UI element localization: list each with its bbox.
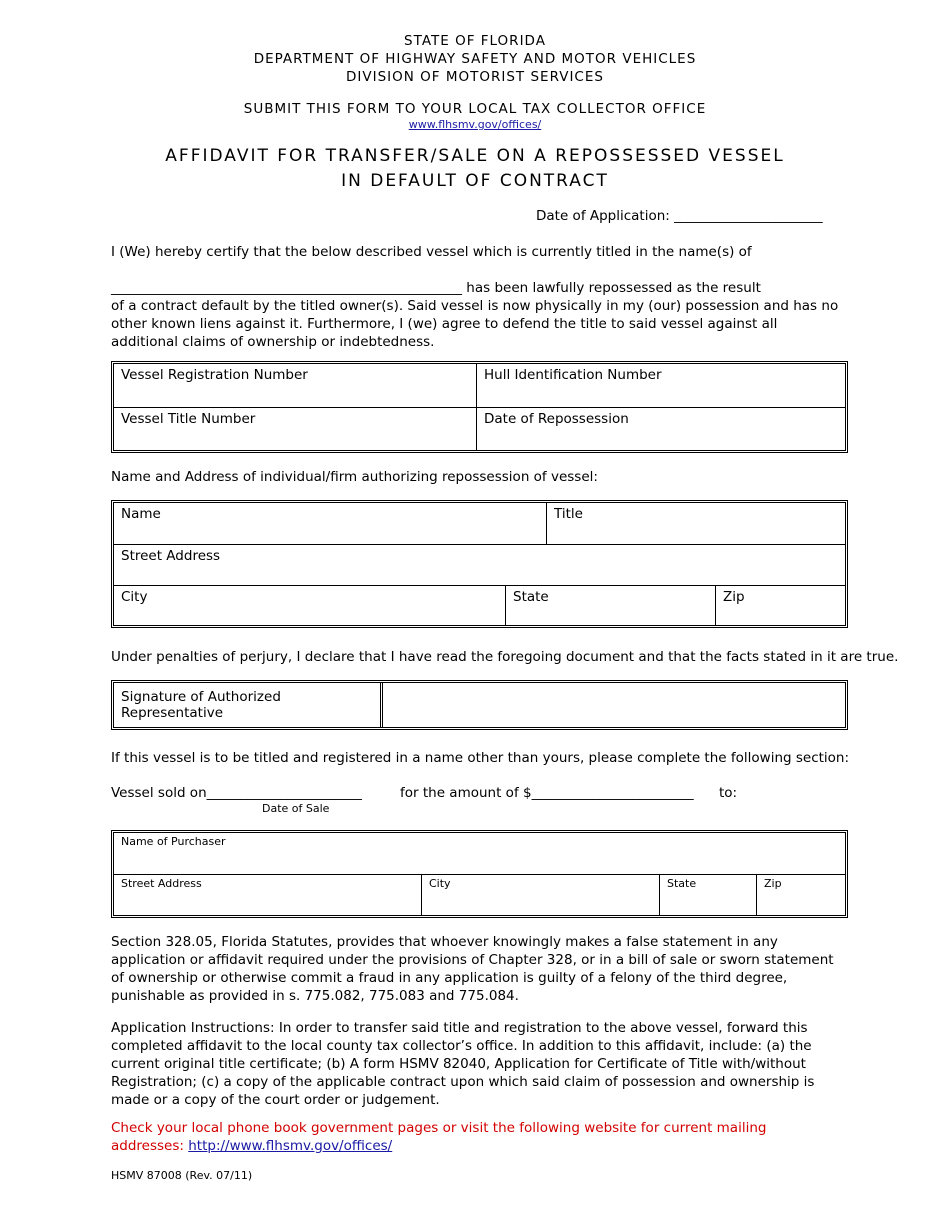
form-title-line2: IN DEFAULT OF CONTRACT <box>341 171 609 191</box>
authorizer-title-label: Title <box>554 506 583 522</box>
authorizer-zip-label: Zip <box>723 589 745 605</box>
header-state: STATE OF FLORIDA <box>404 33 546 49</box>
hull-id-label: Hull Identification Number <box>484 367 662 383</box>
sale-date-line[interactable]: Vessel sold on_______________________ <box>111 785 362 801</box>
vessel-registration-label: Vessel Registration Number <box>121 367 308 383</box>
mailing-address-notice <box>111 1119 841 1155</box>
header-department: DEPARTMENT OF HIGHWAY SAFETY AND MOTOR VEHICLES <box>253 51 697 67</box>
purchaser-city-label: City <box>429 877 451 890</box>
form-number: HSMV 87008 (Rev. 07/11) <box>111 1169 253 1182</box>
sale-to-label: to: <box>719 785 738 801</box>
authorizer-street-field[interactable] <box>114 544 845 585</box>
statute-notice: Section 328.05, Florida Statutes, provides that whoever knowingly makes a false statement in any application or affidavit required under the provisions of Chapter 328, or in a bill of sale or sworn statement of ownership or otherwise commit a fraud in any application is guilty of a felony of the third degree, punishable as provided in s. 775.082, 775.083 and 775.084. <box>111 934 834 1004</box>
sale-amount-line[interactable]: for the amount of $________________________ <box>400 785 694 801</box>
signature-field[interactable] <box>380 683 845 727</box>
authorizer-state-field[interactable] <box>505 585 715 625</box>
authorizer-heading: Name and Address of individual/firm authorizing repossession of vessel: <box>111 469 598 485</box>
authorizer-table <box>111 500 848 628</box>
owner-name-line[interactable]: ____________________________________________________ has been lawfully repossessed as the result <box>111 280 761 296</box>
purchaser-street-field[interactable] <box>114 874 421 915</box>
offices-link[interactable]: www.flhsmv.gov/offices/ <box>408 118 542 131</box>
authorizer-street-label: Street Address <box>121 548 221 564</box>
purchaser-zip-field[interactable] <box>756 874 845 915</box>
application-instructions: Application Instructions: In order to transfer said title and registration to the above vessel, forward this completed affidavit to the local county tax collector’s office. In addition to this affidavit, include: (a) the current original title certificate; (b) A form HSMV 82040, Application for Certificate of Title with/without Registration; (c) a copy of the applicable contract upon which said claim of possession and ownership is made or a copy of the court order or judgement. <box>111 1020 815 1108</box>
notice-text: Check your local phone book government pages or visit the following website for current mailing addresses: <box>111 1120 767 1154</box>
signature-table <box>111 680 848 730</box>
authorizer-name-field[interactable] <box>114 503 546 544</box>
form-title-line1: AFFIDAVIT FOR TRANSFER/SALE ON A REPOSSESSED VESSEL <box>165 146 785 166</box>
hull-id-field[interactable] <box>476 364 845 407</box>
vessel-info-table <box>111 361 848 453</box>
purchaser-name-label: Name of Purchaser <box>121 835 226 848</box>
submit-instruction: SUBMIT THIS FORM TO YOUR LOCAL TAX COLLECTOR OFFICE <box>243 101 707 117</box>
date-of-application[interactable]: Date of Application: ______________________ <box>536 208 823 224</box>
authorizer-city-field[interactable] <box>114 585 505 625</box>
purchaser-name-field[interactable] <box>114 833 845 874</box>
authorizer-city-label: City <box>121 589 148 605</box>
perjury-statement: Under penalties of perjury, I declare that I have read the foregoing document and that the facts stated in it are true. <box>111 649 899 665</box>
purchaser-state-field[interactable] <box>659 874 756 915</box>
vessel-title-label: Vessel Title Number <box>121 411 256 427</box>
purchaser-city-field[interactable] <box>421 874 659 915</box>
repossession-date-label: Date of Repossession <box>484 411 629 427</box>
purchaser-table <box>111 830 848 918</box>
notice-offices-link[interactable]: http://www.flhsmv.gov/offices/ <box>188 1138 393 1154</box>
authorizer-zip-field[interactable] <box>715 585 845 625</box>
signature-label: Signature of Authorized Representative <box>121 689 281 721</box>
vessel-registration-field[interactable] <box>114 364 476 407</box>
authorizer-name-label: Name <box>121 506 161 522</box>
date-of-sale-caption: Date of Sale <box>262 802 330 815</box>
titled-other-text: If this vessel is to be titled and registered in a name other than yours, please complete the following section: <box>111 750 850 766</box>
repossession-date-field[interactable] <box>476 407 845 450</box>
vessel-title-field[interactable] <box>114 407 476 450</box>
certify-text: I (We) hereby certify that the below described vessel which is currently titled in the name(s) of <box>111 244 752 260</box>
header-division: DIVISION OF MOTORIST SERVICES <box>346 69 604 85</box>
repossession-statement: of a contract default by the titled owner(s). Said vessel is now physically in my (our) possession and has no other known liens against it. Furthermore, I (we) agree to defend the title to said vessel against all additional claims of ownership or indebtedness. <box>111 298 839 350</box>
authorizer-title-field[interactable] <box>546 503 845 544</box>
purchaser-zip-label: Zip <box>764 877 782 890</box>
purchaser-state-label: State <box>667 877 697 890</box>
purchaser-street-label: Street Address <box>121 877 202 890</box>
authorizer-state-label: State <box>513 589 549 605</box>
